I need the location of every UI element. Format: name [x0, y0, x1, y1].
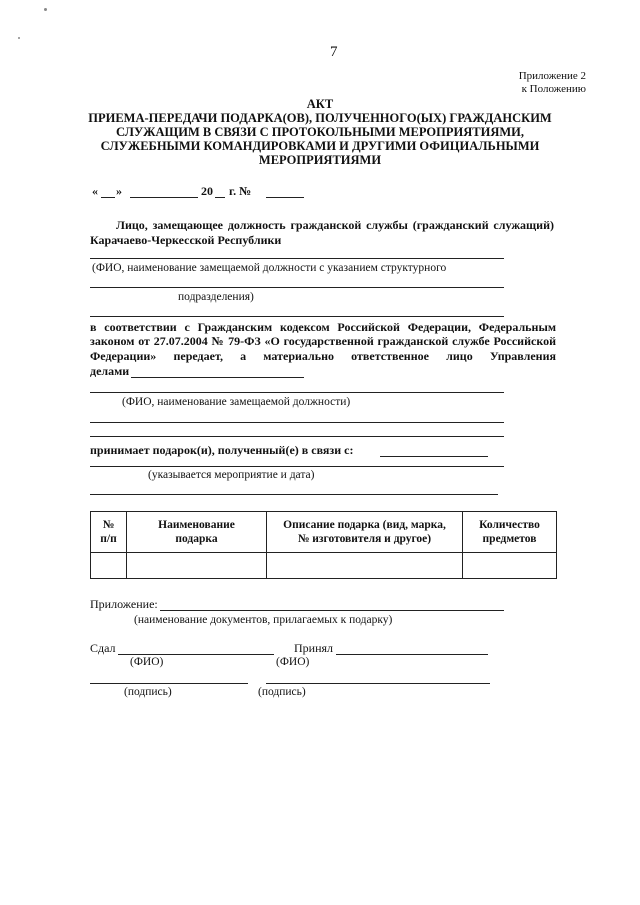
appendix-line-2: к Положению	[521, 83, 586, 95]
cell-quantity[interactable]	[463, 553, 557, 579]
header-quantity: Количество предметов	[463, 512, 557, 553]
handed-signature-blank	[90, 683, 248, 684]
date-close-quote: »	[116, 184, 122, 198]
gift-table	[90, 511, 557, 579]
header-gift-description: Описание подарка (вид, марка, № изготовителя и другое)	[267, 512, 463, 553]
responsible-person-blank	[131, 377, 304, 378]
title-line-5: МЕРОПРИЯТИЯМИ	[258, 153, 382, 167]
hint-fio-position-b: подразделения)	[178, 291, 254, 303]
date-number-blank	[266, 197, 304, 198]
title-line-4: СЛУЖЕБНЫМИ КОМАНДИРОВКАМИ И ДРУГИМИ ОФИЦИАЛЬНЫМИ	[100, 139, 540, 153]
date-open-quote: «	[92, 184, 98, 198]
attachment-blank	[160, 610, 504, 611]
hint-attachment: (наименование документов, прилагаемых к подарку)	[134, 614, 393, 626]
event-blank-inline	[380, 456, 488, 457]
date-month-blank	[130, 197, 198, 198]
fio-blank-2	[90, 287, 504, 288]
date-year-blank	[215, 197, 225, 198]
fio-label-right: (ФИО)	[276, 656, 310, 668]
person-line-1: Лицо, замещающее должность гражданской службы (гражданский служащий)	[116, 218, 554, 232]
event-blank-1	[90, 466, 504, 467]
appendix-label	[519, 70, 586, 96]
fio-blank-5	[90, 422, 504, 423]
page-number: 7	[330, 44, 338, 60]
cell-gift-name[interactable]	[127, 553, 267, 579]
hint-fio-position-2: (ФИО, наименование замещаемой должности)	[122, 396, 351, 408]
fio-label-left: (ФИО)	[130, 656, 164, 668]
appendix-line-1: Приложение 2	[518, 70, 586, 82]
date-day-blank	[101, 197, 115, 198]
table-header-row	[91, 512, 557, 553]
fio-blank-4	[90, 392, 504, 393]
event-blank-2	[90, 494, 498, 495]
title-line-3: СЛУЖАЩИМ В СВЯЗИ С ПРОТОКОЛЬНЫМИ МЕРОПРИЯТИЯМИ,	[115, 125, 525, 139]
signature-label-left: (подпись)	[124, 686, 172, 698]
fio-blank-3	[90, 316, 504, 317]
scan-speck	[44, 8, 47, 11]
signature-label-right: (подпись)	[258, 686, 306, 698]
basis-line-1: в соответствии с Гражданским кодексом Российской Федерации, Федеральным	[90, 320, 556, 334]
scan-speck	[18, 37, 20, 39]
received-signature-blank	[266, 683, 490, 684]
received-label: Принял	[294, 641, 334, 655]
date-number-label: г. №	[229, 184, 252, 198]
date-year: 20	[201, 184, 213, 198]
attachment-label: Приложение:	[90, 597, 158, 611]
fio-blank-6	[90, 436, 504, 437]
handed-fio-blank	[118, 654, 274, 655]
title-act: АКТ	[306, 97, 334, 111]
basis-line-2: законом от 27.07.2004 № 79-ФЗ «О государственной гражданской службе Российской	[90, 334, 556, 348]
cell-gift-description[interactable]	[267, 553, 463, 579]
header-number: № п/п	[91, 512, 127, 553]
table-row	[91, 553, 557, 579]
header-gift-name: Наименование подарка	[127, 512, 267, 553]
hint-fio-position-a: (ФИО, наименование замещаемой должности с указанием структурного	[92, 262, 447, 274]
cell-number[interactable]	[91, 553, 127, 579]
basis-line-3: Федерации» передает, а материально ответственное лицо Управления	[90, 349, 556, 363]
fio-blank-1	[90, 258, 504, 259]
person-line-2: Карачаево-Черкесской Республики	[90, 233, 282, 247]
handed-label: Сдал	[90, 641, 116, 655]
basis-line-4: делами	[90, 364, 130, 378]
title-line-2: ПРИЕМА-ПЕРЕДАЧИ ПОДАРКА(ОВ), ПОЛУЧЕННОГО(ЫХ) ГРАЖДАНСКИМ	[88, 111, 552, 125]
received-fio-blank	[336, 654, 488, 655]
hint-event: (указывается мероприятие и дата)	[148, 469, 315, 481]
accepts-gift-text: принимает подарок(и), полученный(е) в связи с:	[90, 443, 354, 457]
